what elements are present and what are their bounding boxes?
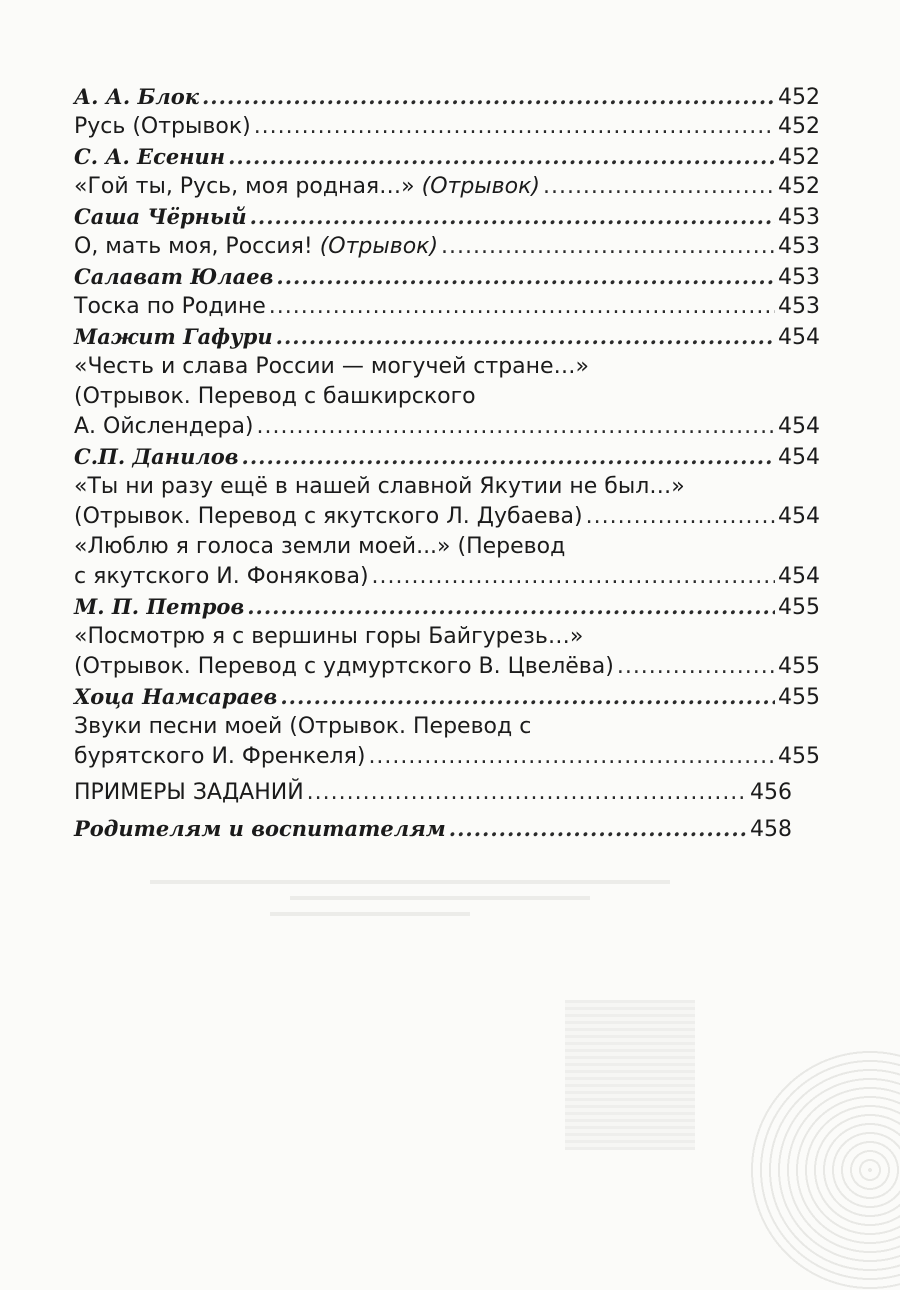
page-number: 454 [778, 414, 820, 439]
work-title [74, 232, 438, 262]
author-name: Мажит Гафури [74, 324, 273, 349]
work-title-line[interactable]: «Честь и слава России — могучей стране…» [74, 354, 590, 379]
author-name: Саша Чёрный [74, 204, 247, 229]
work-title-note: (Отрывок) [414, 174, 540, 199]
section-title: ПРИМЕРЫ ЗАДАНИЙ [74, 780, 304, 805]
work-title-line: с якутского И. Фонякова) [74, 564, 369, 589]
leader-dots [276, 322, 775, 352]
leader-dots [269, 292, 775, 322]
author-name: Салават Юлаев [74, 264, 274, 289]
author-name: Хоца Намсараев [74, 684, 278, 709]
toc-work-entry[interactable] [74, 412, 820, 442]
toc-author-entry[interactable] [74, 262, 820, 292]
author-name: М. П. Петров [74, 594, 245, 619]
leader-dots [543, 172, 775, 202]
toc-author-entry[interactable] [74, 442, 820, 472]
leader-dots [372, 562, 775, 592]
leader-dots [228, 142, 775, 172]
work-title-line[interactable]: Звуки песни моей (Отрывок. Перевод с [74, 714, 532, 739]
page-number: 452 [778, 114, 820, 139]
leader-dots [617, 652, 775, 682]
page-number: 453 [778, 234, 820, 259]
toc-work-entry[interactable] [74, 742, 820, 772]
work-title-line: (Отрывок. Перевод с якутского Л. Дубаева) [74, 504, 583, 529]
toc-section-entry[interactable] [74, 778, 820, 808]
work-title-line: (Отрывок. Перевод с башкирского [74, 384, 476, 409]
toc-work-entry[interactable] [74, 292, 820, 322]
toc-work-entry[interactable] [74, 502, 820, 532]
leader-dots [202, 82, 775, 112]
toc-author-entry[interactable] [74, 82, 820, 112]
work-title-line[interactable]: «Ты ни разу ещё в нашей славной Якутии не был…» [74, 474, 685, 499]
page-number: 452 [778, 174, 820, 199]
page-number: 453 [778, 205, 820, 230]
work-title-line[interactable]: «Посмотрю я с вершины горы Байгурезь…» [74, 624, 584, 649]
leader-dots [586, 502, 775, 532]
leader-dots [247, 592, 775, 622]
page-number: 452 [778, 85, 820, 110]
leader-dots [449, 814, 747, 844]
bleed-through-text [150, 880, 710, 928]
page-number: 455 [778, 654, 820, 679]
leader-dots [254, 112, 775, 142]
page-number: 454 [778, 325, 820, 350]
work-title-line[interactable]: «Люблю я голоса земли моей...» (Перевод [74, 534, 566, 559]
section-title: Родителям и воспитателям [74, 816, 446, 841]
work-title: Русь (Отрывок) [74, 114, 251, 139]
toc-work-entry[interactable] [74, 562, 820, 592]
work-title: Тоска по Родине [74, 294, 266, 319]
page-number: 455 [778, 685, 820, 710]
toc-work-entry[interactable] [74, 172, 820, 202]
leader-dots [441, 232, 775, 262]
work-title [74, 172, 540, 202]
page-number: 452 [778, 145, 820, 170]
toc-author-entry[interactable] [74, 142, 820, 172]
toc-work-entry[interactable] [74, 232, 820, 262]
page-number: 453 [778, 294, 820, 319]
bleed-through-barcode [565, 1000, 695, 1150]
toc-work-entry[interactable] [74, 652, 820, 682]
table-of-contents [74, 82, 820, 844]
work-title-text: «Гой ты, Русь, моя родная…» [74, 174, 415, 199]
leader-dots [276, 262, 775, 292]
work-title-line: бурятского И. Френкеля) [74, 744, 366, 769]
leader-dots [242, 442, 775, 472]
bleed-through-ornament [750, 1050, 900, 1290]
author-name: А. А. Блок [74, 84, 199, 109]
page-number: 453 [778, 265, 820, 290]
toc-author-entry[interactable] [74, 322, 820, 352]
author-name: С. А. Есенин [74, 144, 226, 169]
toc-section-entry[interactable] [74, 814, 820, 844]
toc-author-entry[interactable] [74, 592, 820, 622]
toc-author-entry[interactable] [74, 202, 820, 232]
work-title-line: А. Ойслендера) [74, 414, 254, 439]
work-title-text: О, мать моя, Россия! [74, 234, 313, 259]
page-number: 455 [778, 595, 820, 620]
leader-dots [368, 742, 775, 772]
work-title-line: (Отрывок. Перевод с удмуртского В. Цвелёва) [74, 654, 614, 679]
page-number: 454 [778, 445, 820, 470]
leader-dots [280, 682, 775, 712]
toc-author-entry[interactable] [74, 682, 820, 712]
work-title-note: (Отрывок) [312, 234, 439, 259]
toc-work-entry[interactable] [74, 112, 820, 142]
page-number: 458 [750, 817, 792, 842]
leader-dots [257, 412, 775, 442]
page-number: 455 [778, 744, 820, 769]
page-number: 454 [778, 564, 820, 589]
leader-dots [307, 778, 747, 808]
leader-dots [250, 202, 775, 232]
page-number: 456 [750, 780, 792, 805]
page-number: 454 [778, 504, 820, 529]
author-name: С.П. Данилов [74, 444, 239, 469]
